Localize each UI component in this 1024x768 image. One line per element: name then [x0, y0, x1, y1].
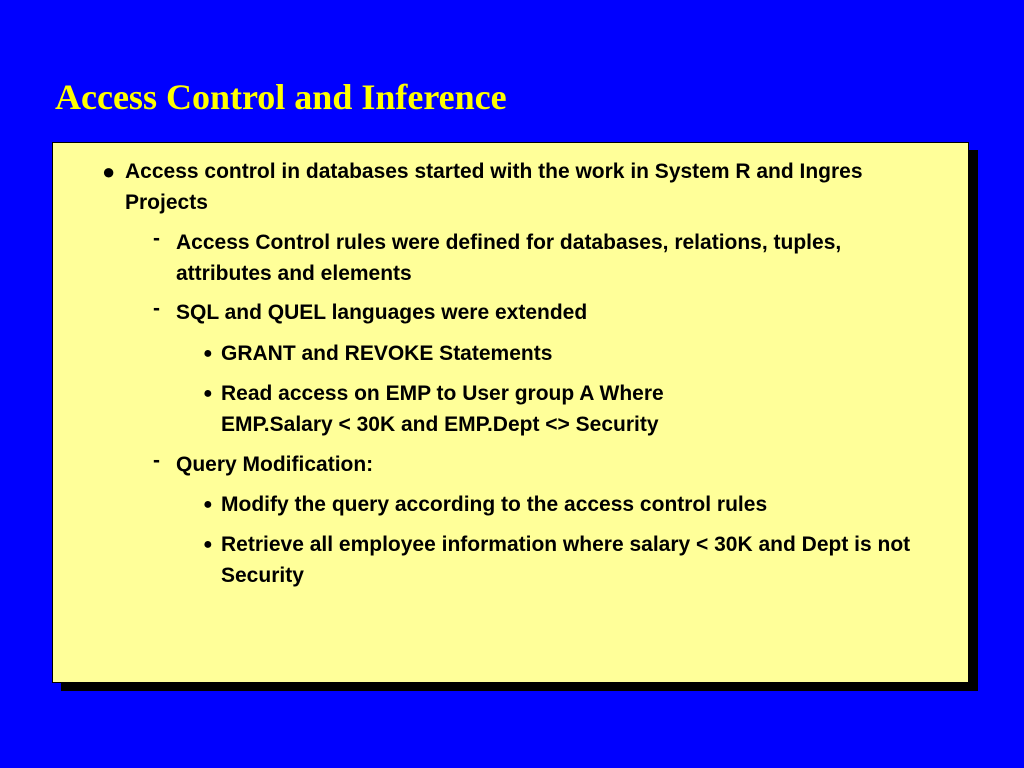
- bullet-text: Retrieve all employee information where salary < 30K and Dept is not Security: [221, 533, 911, 587]
- bullet-level3: [203, 338, 933, 369]
- small-filled-circle-bullet-icon: ●: [203, 345, 213, 362]
- bullet-text: Read access on EMP to User group A Where EMP.Salary < 30K and EMP.Dept <> Security: [221, 382, 664, 436]
- dash-bullet-icon: -: [153, 297, 160, 320]
- bullet-level2: [153, 449, 933, 480]
- bullet-text: Access Control rules were defined for databases, relations, tuples, attributes and elements: [176, 231, 842, 285]
- filled-circle-bullet-icon: ●: [102, 159, 116, 184]
- bullet-level2: [153, 227, 933, 289]
- bullet-level1: [103, 156, 943, 218]
- bullet-level3: [203, 378, 763, 440]
- small-filled-circle-bullet-icon: ●: [203, 385, 213, 402]
- bullet-text: GRANT and REVOKE Statements: [221, 342, 553, 365]
- dash-bullet-icon: -: [153, 227, 160, 250]
- bullet-text: Modify the query according to the access control rules: [221, 493, 768, 516]
- dash-bullet-icon: -: [153, 449, 160, 472]
- small-filled-circle-bullet-icon: ●: [203, 536, 213, 553]
- bullet-level2: [153, 297, 933, 328]
- bullet-text: Access control in databases started with the work in System R and Ingres Projects: [125, 160, 863, 214]
- bullet-text: SQL and QUEL languages were extended: [176, 301, 588, 324]
- bullet-text: Query Modification:: [176, 453, 374, 476]
- small-filled-circle-bullet-icon: ●: [203, 496, 213, 513]
- bullet-level3: [203, 489, 933, 520]
- bullet-level3: [203, 529, 931, 591]
- content-box: [52, 142, 969, 683]
- slide-title: Access Control and Inference: [55, 77, 507, 117]
